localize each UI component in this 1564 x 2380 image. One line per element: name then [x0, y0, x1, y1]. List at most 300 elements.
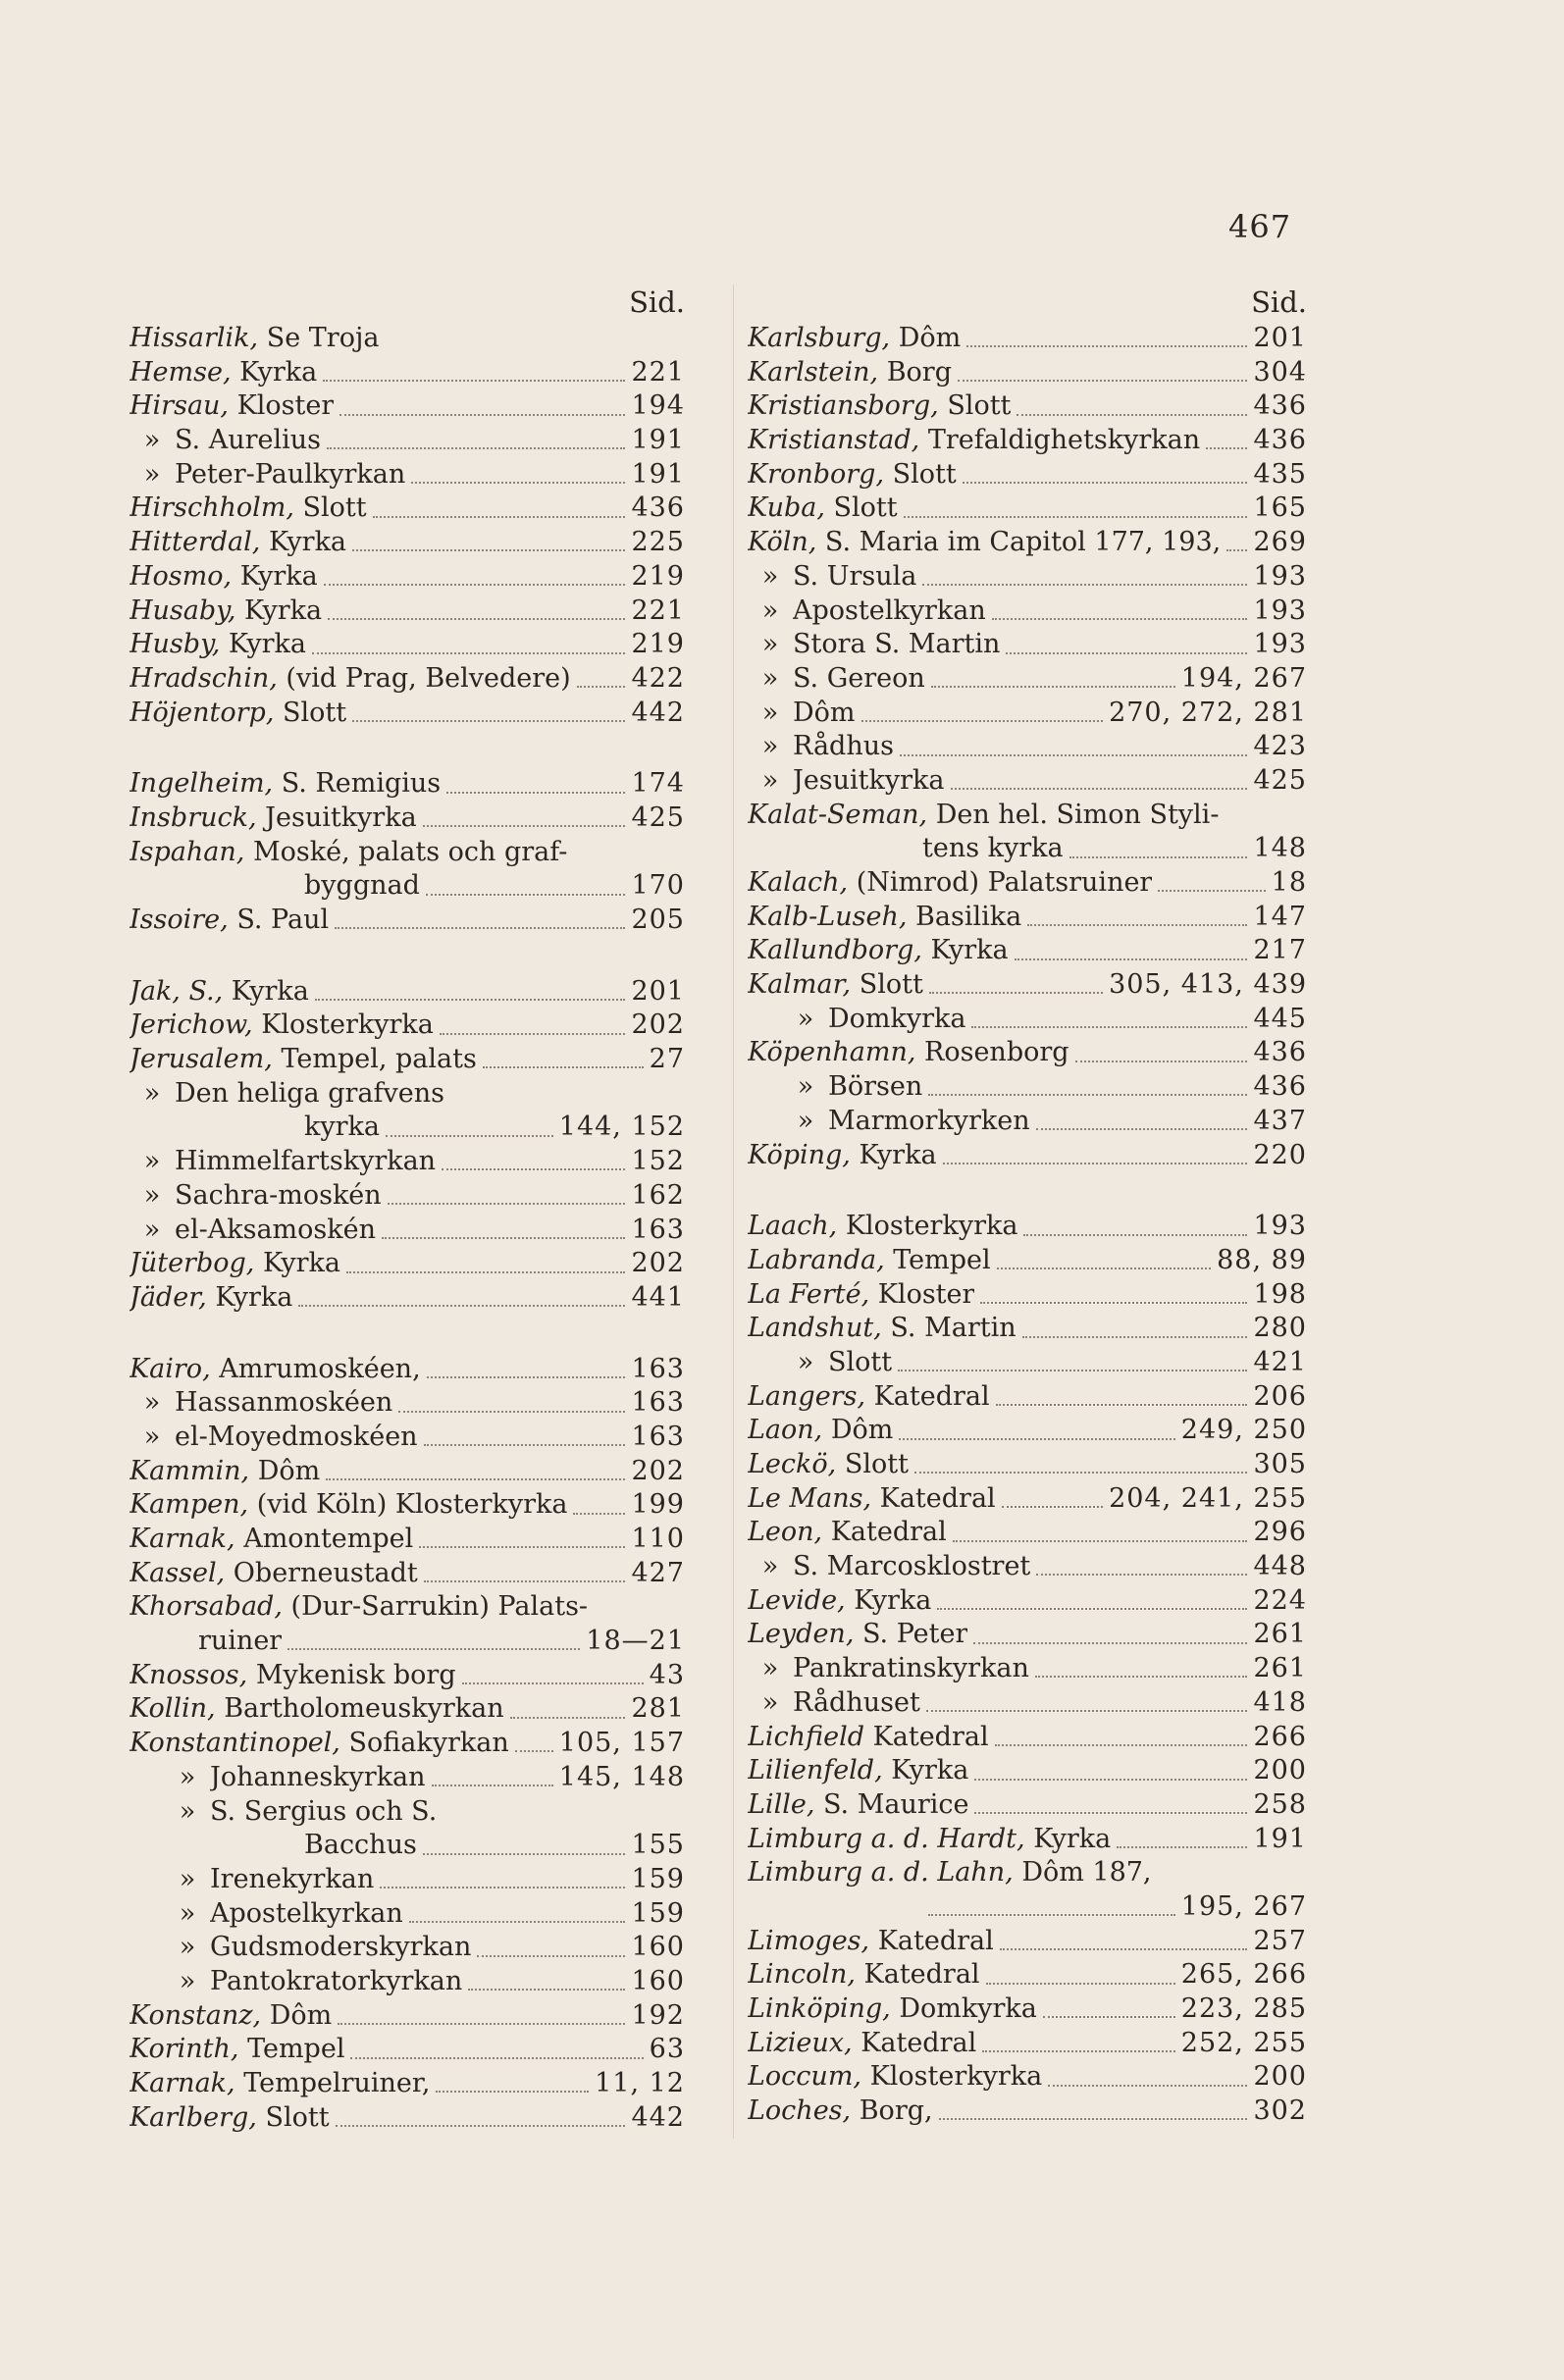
dot-leader — [312, 652, 625, 654]
page-reference: 418 — [1253, 1686, 1307, 1718]
index-entry — [130, 1214, 685, 1248]
place-name: Lizieux, — [748, 2027, 853, 2058]
place-name: Jäder, — [130, 1281, 207, 1313]
page-reference: 304 — [1253, 356, 1307, 388]
page-reference: 18 — [1271, 867, 1307, 898]
dot-leader — [515, 1750, 553, 1752]
dot-leader — [1027, 924, 1247, 926]
dot-leader — [510, 1717, 626, 1719]
index-entry — [130, 1999, 685, 2034]
entry-description: S. Marcosklostret — [793, 1551, 1031, 1582]
index-entry — [130, 802, 685, 836]
dot-leader — [323, 380, 625, 382]
index-entry — [748, 1890, 1307, 1925]
entry-text — [130, 836, 567, 870]
dot-leader — [1002, 1506, 1103, 1508]
index-entry — [748, 1346, 1307, 1380]
entry-text — [748, 1721, 989, 1755]
index-entry — [748, 799, 1307, 833]
entry-description: Slott — [302, 492, 367, 524]
place-name: Khorsabad, — [130, 1591, 283, 1623]
entry-text — [748, 832, 1064, 866]
page-reference: 221 — [631, 356, 685, 388]
entry-description: (vid Köln) Klosterkyrka — [256, 1489, 568, 1521]
entry-description: Sofiakyrkan — [348, 1728, 509, 1759]
page-reference: 436 — [1253, 1071, 1307, 1103]
entry-description: Kyrka — [891, 1755, 969, 1786]
dot-leader — [922, 584, 1247, 586]
entry-description: S. Remigius — [281, 768, 442, 800]
ditto-mark: » — [143, 1421, 161, 1452]
index-letter-gap — [748, 1172, 1307, 1210]
page-reference: 202 — [631, 1009, 685, 1041]
index-entry — [130, 1488, 685, 1523]
place-name: Hemse, — [130, 356, 232, 388]
dot-leader — [982, 2050, 1175, 2052]
page-reference: 221 — [631, 595, 685, 626]
page-reference: 225 — [631, 527, 685, 558]
index-entry — [748, 1754, 1307, 1788]
dot-leader — [1206, 447, 1247, 449]
index-entry — [748, 1244, 1307, 1278]
left-column — [130, 285, 685, 2135]
index-entry — [748, 389, 1307, 424]
entry-text — [175, 1145, 436, 1179]
entry-description: Kyrka — [215, 1281, 293, 1313]
entry-text — [793, 1686, 920, 1721]
entry-description: Slott — [283, 697, 347, 728]
entry-text — [748, 1754, 968, 1788]
entry-description: Trefaldighetskyrkan — [927, 425, 1201, 456]
entry-description: Kyrka — [239, 560, 318, 592]
page-reference: 27 — [649, 1044, 685, 1075]
dot-leader — [953, 1540, 1248, 1542]
right-entries — [748, 322, 1307, 2129]
place-name: Leon, — [748, 1517, 823, 1548]
entry-description: Basilika — [915, 901, 1022, 932]
entry-description: S. Paul — [236, 905, 330, 935]
page-reference: 159 — [631, 1863, 685, 1894]
entry-text — [748, 1788, 968, 1823]
entry-description: Katedral — [879, 1482, 996, 1514]
page-reference: 423 — [1253, 731, 1307, 762]
entry-text — [748, 1312, 1017, 1346]
ditto-mark: » — [761, 595, 779, 626]
place-name: Korinth, — [130, 2034, 239, 2065]
page-reference: 421 — [1253, 1346, 1307, 1377]
index-entry — [748, 1139, 1307, 1173]
index-letter-gap — [130, 1316, 685, 1353]
page-reference: 63 — [649, 2034, 685, 2065]
page-reference: 252, 255 — [1180, 2027, 1307, 2058]
index-entry — [130, 2067, 685, 2101]
entry-text — [130, 1281, 292, 1316]
ditto-mark: » — [797, 1003, 814, 1034]
entry-text — [793, 697, 856, 731]
entry-description: Kyrka — [239, 356, 318, 388]
entry-description: Klosterkyrka — [261, 1009, 434, 1041]
dot-leader — [352, 720, 625, 722]
index-entry — [130, 1009, 685, 1043]
dot-leader — [468, 1989, 625, 1991]
index-entry — [130, 595, 685, 629]
entry-text — [748, 389, 1011, 424]
page-reference: 425 — [631, 802, 685, 833]
index-entry — [130, 1625, 685, 1659]
index-entry — [130, 560, 685, 595]
index-entry — [130, 1761, 685, 1795]
place-name: Limburg a. d. Lahn, — [748, 1857, 1014, 1888]
entry-description: Irenekyrkan — [210, 1863, 375, 1894]
dot-leader — [577, 686, 626, 688]
index-entry — [748, 322, 1307, 356]
page-reference: 219 — [631, 629, 685, 660]
index-letter-gap — [130, 938, 685, 975]
entry-description: byggnad — [304, 870, 420, 902]
entry-description: Kloster — [236, 390, 335, 422]
entry-description: Kyrka — [231, 975, 309, 1007]
entry-description: Kyrka — [262, 1248, 341, 1279]
dot-leader — [446, 792, 625, 794]
entry-description: Dôm — [793, 697, 856, 728]
entry-text — [175, 1421, 418, 1455]
entry-description: Slott — [844, 1449, 909, 1479]
index-entry — [748, 2027, 1307, 2061]
entry-text — [748, 1482, 996, 1517]
dot-leader — [1023, 1234, 1247, 1236]
index-entry — [748, 1070, 1307, 1105]
ditto-mark: » — [143, 458, 161, 490]
page-reference: 205 — [631, 905, 685, 935]
dot-leader — [928, 1094, 1247, 1096]
entry-text — [748, 356, 952, 390]
entry-description: S. Gereon — [793, 662, 925, 694]
entry-text — [748, 458, 957, 492]
right-column-header: Sid. — [1251, 285, 1307, 319]
entry-text — [748, 526, 1221, 560]
index-entry — [748, 1652, 1307, 1686]
dot-leader — [436, 2091, 589, 2093]
entry-text — [210, 1965, 462, 1999]
entry-text — [828, 1346, 892, 1380]
index-entry — [748, 628, 1307, 662]
index-entry — [748, 1992, 1307, 2027]
entry-description: S. Peter — [862, 1619, 968, 1650]
place-name: Lille, — [748, 1788, 815, 1820]
page-reference: 437 — [1253, 1105, 1307, 1136]
entry-description: Stora S. Martin — [793, 629, 1001, 660]
dot-leader — [1226, 549, 1247, 551]
page-reference: 194, 267 — [1180, 662, 1307, 694]
index-entry — [748, 662, 1307, 697]
page-reference: 224 — [1253, 1584, 1307, 1616]
entry-text — [130, 1043, 477, 1077]
index-entry — [130, 1659, 685, 1693]
entry-description: Slott — [947, 390, 1012, 422]
entry-text — [748, 1584, 931, 1619]
entry-description: Jesuitkyrka — [265, 802, 417, 833]
place-name: Jerichow, — [130, 1009, 253, 1041]
ditto-mark: » — [761, 1653, 779, 1684]
dot-leader — [411, 482, 625, 484]
entry-text — [130, 526, 346, 560]
page-reference: 193 — [1253, 1211, 1307, 1242]
place-name: Ingelheim, — [130, 768, 274, 800]
entry-text — [748, 1210, 1017, 1244]
entry-description: Hassanmoskéen — [175, 1387, 393, 1419]
place-name: Karnak, — [130, 2068, 235, 2098]
place-name: Konstanz, — [130, 1999, 262, 2031]
entry-text — [793, 628, 1000, 662]
index-entry — [130, 697, 685, 731]
place-name: Leyden, — [748, 1619, 855, 1650]
page-reference: 159 — [631, 1897, 685, 1929]
place-name: Lincoln, — [748, 1959, 856, 1991]
index-entry — [748, 1584, 1307, 1619]
dot-leader — [1036, 1128, 1248, 1130]
ditto-mark: » — [761, 629, 779, 660]
dot-leader — [899, 1438, 1174, 1440]
right-column — [748, 285, 1307, 2129]
entry-text — [175, 1179, 382, 1214]
entry-description: Bartholomeuskyrkan — [224, 1693, 504, 1725]
dot-leader — [346, 1271, 625, 1273]
entry-description: Tempel — [247, 2034, 345, 2065]
index-entry — [748, 526, 1307, 560]
entry-text — [748, 322, 961, 356]
page-reference: 147 — [1253, 901, 1307, 932]
dot-leader — [997, 1268, 1211, 1269]
entry-description: (vid Prag, Belvedere) — [286, 662, 571, 694]
page-reference: 163 — [631, 1421, 685, 1452]
dot-leader — [388, 1203, 626, 1205]
ditto-mark: » — [761, 560, 779, 592]
page-reference: 193 — [1253, 629, 1307, 660]
index-entry — [748, 1003, 1307, 1037]
dot-leader — [483, 1066, 644, 1068]
entry-text — [793, 595, 986, 629]
entry-description: Kyrka — [930, 935, 1009, 966]
place-name: Karlsburg, — [748, 323, 891, 353]
page-reference: 249, 250 — [1180, 1415, 1307, 1446]
entry-description: Gudsmoderskyrkan — [210, 1932, 472, 1963]
place-name: Höjentorp, — [130, 697, 275, 728]
ditto-mark: » — [761, 764, 779, 796]
entry-text — [130, 492, 367, 526]
place-name: Issoire, — [130, 905, 229, 935]
entry-text — [748, 1244, 991, 1278]
ditto-mark: » — [143, 425, 161, 456]
page-reference: 435 — [1253, 458, 1307, 490]
index-entry — [748, 1721, 1307, 1755]
place-name: Kuba, — [748, 492, 825, 524]
page-reference: 442 — [631, 2101, 685, 2133]
dot-leader — [336, 2125, 626, 2127]
page-reference: 441 — [631, 1281, 685, 1313]
place-name: Laach, — [748, 1211, 838, 1242]
place-name: Karnak, — [130, 1524, 235, 1554]
dot-leader — [971, 1026, 1247, 1028]
place-name: Leckö, — [748, 1449, 837, 1479]
page-reference: 192 — [631, 1999, 685, 2031]
entry-description: Domkyrka — [828, 1003, 966, 1034]
place-name: Köping, — [748, 1139, 851, 1170]
ditto-mark: » — [143, 1214, 161, 1245]
entry-text — [130, 2033, 344, 2067]
entry-description: Pankratinskyrkan — [793, 1653, 1029, 1684]
dot-leader — [958, 380, 1247, 382]
entry-description: Slott — [892, 458, 957, 490]
entry-description: Katedral — [873, 1380, 990, 1412]
entry-text — [130, 2067, 430, 2101]
ditto-mark: » — [179, 1965, 196, 1996]
place-name: Köpenhamn, — [748, 1037, 916, 1068]
entry-text — [175, 458, 405, 492]
page-reference: 201 — [631, 975, 685, 1007]
page-reference: 43 — [649, 1659, 685, 1690]
index-entry — [748, 2095, 1307, 2129]
index-entry — [748, 2060, 1307, 2095]
entry-text — [748, 1139, 937, 1173]
place-name: Karlstein, — [748, 356, 879, 388]
entry-description: kyrka — [304, 1112, 380, 1143]
entry-text — [793, 560, 916, 595]
dot-leader — [287, 1648, 580, 1650]
entry-description: S. Martin — [890, 1313, 1017, 1344]
entry-description: Himmelfartskyrkan — [175, 1146, 437, 1177]
page-reference: 266 — [1253, 1721, 1307, 1752]
dot-leader — [424, 1444, 626, 1446]
page-reference: 110 — [631, 1524, 685, 1554]
entry-text — [793, 764, 945, 799]
entry-text — [130, 628, 306, 662]
entry-description: el-Aksamoskén — [175, 1214, 376, 1245]
index-entry — [130, 1727, 685, 1761]
page-reference: 152 — [631, 1146, 685, 1177]
index-entry — [748, 1036, 1307, 1070]
page-reference: 165 — [1253, 492, 1307, 524]
entry-text — [130, 767, 441, 802]
page-reference: 191 — [631, 425, 685, 456]
dot-leader — [900, 754, 1247, 756]
place-name: Ispahan, — [130, 836, 245, 867]
index-entry — [130, 975, 685, 1009]
place-name: Limburg a. d. Hardt, — [748, 1823, 1025, 1854]
dot-leader — [974, 1812, 1247, 1814]
dot-leader — [477, 1955, 625, 1957]
dot-leader — [928, 1914, 1175, 1916]
page-reference: 170 — [631, 870, 685, 902]
entry-description: Dôm 187, — [1021, 1857, 1152, 1888]
page-reference: 217 — [1253, 935, 1307, 966]
index-entry — [748, 1380, 1307, 1415]
entry-text — [748, 1516, 947, 1550]
entry-text — [130, 1659, 456, 1693]
page-reference: 258 — [1253, 1788, 1307, 1820]
entry-text — [130, 356, 317, 390]
entry-text — [130, 1829, 417, 1863]
dot-leader — [973, 1642, 1247, 1644]
ditto-mark: » — [761, 1686, 779, 1718]
index-entry — [748, 697, 1307, 731]
entry-description: Den hel. Simon Styli- — [935, 799, 1220, 830]
dot-leader — [939, 2118, 1248, 2120]
index-entry — [748, 1516, 1307, 1550]
index-entry — [748, 1312, 1307, 1346]
page-reference: 445 — [1253, 1003, 1307, 1034]
place-name: Labranda, — [748, 1244, 885, 1275]
dot-leader — [409, 1921, 626, 1923]
entry-text — [748, 1958, 980, 1992]
entry-description: Katedral — [860, 2027, 977, 2058]
dot-leader — [904, 516, 1248, 518]
dot-leader — [861, 720, 1104, 722]
page-reference: 163 — [631, 1353, 685, 1384]
entry-text — [130, 975, 309, 1009]
page-reference: 198 — [1253, 1278, 1307, 1310]
entry-description: Kyrka — [859, 1139, 937, 1170]
place-name: Langers, — [748, 1380, 866, 1412]
page-reference: 204, 241, 255 — [1109, 1482, 1307, 1514]
page-reference: 11, 12 — [595, 2068, 685, 2098]
page-reference: 305 — [1253, 1449, 1307, 1479]
entry-text — [748, 934, 1009, 968]
page-reference: 257 — [1253, 1925, 1307, 1956]
entry-text — [828, 1070, 922, 1105]
index-entry — [130, 1353, 685, 1387]
dot-leader — [386, 1135, 553, 1137]
entry-text — [793, 1550, 1030, 1584]
entry-description: Katedral — [877, 1925, 994, 1956]
place-name: Köln, — [748, 527, 817, 558]
index-letter-gap — [130, 730, 685, 767]
place-name: Kalb-Luseh, — [748, 901, 908, 932]
place-name: Jerusalem, — [130, 1044, 273, 1075]
entry-description: S. Sergius och S. — [210, 1795, 438, 1827]
entry-description: Slott — [265, 2101, 330, 2133]
dot-leader — [1006, 652, 1247, 654]
ditto-mark: » — [797, 1071, 814, 1103]
ditto-mark: » — [761, 731, 779, 762]
place-name: Kristianstad, — [748, 425, 920, 456]
place-name: Hradschin, — [130, 662, 278, 694]
index-entry — [748, 901, 1307, 935]
place-name: Hitterdal, — [130, 527, 261, 558]
dot-leader — [1036, 1574, 1247, 1576]
index-entry — [748, 458, 1307, 492]
index-entry — [130, 1795, 685, 1830]
entry-description: S. Maurice — [823, 1788, 969, 1820]
index-entry — [748, 356, 1307, 390]
index-entry — [130, 767, 685, 802]
dot-leader — [1069, 856, 1248, 858]
dot-leader — [352, 549, 625, 551]
place-name: Landshut, — [748, 1313, 882, 1344]
index-entry — [130, 356, 685, 390]
place-name: Kalmar, — [748, 969, 852, 1001]
entry-description: Marmorkyrken — [828, 1105, 1030, 1136]
page-reference: 160 — [631, 1965, 685, 1996]
entry-text — [130, 697, 346, 731]
page-reference: 261 — [1253, 1619, 1307, 1650]
dot-leader — [1017, 414, 1247, 416]
entry-description: Katedral — [830, 1517, 947, 1548]
index-entry — [130, 904, 685, 938]
entry-text — [748, 492, 898, 526]
index-entry — [130, 2101, 685, 2136]
index-entry — [130, 1897, 685, 1932]
page-reference: 220 — [1253, 1139, 1307, 1170]
